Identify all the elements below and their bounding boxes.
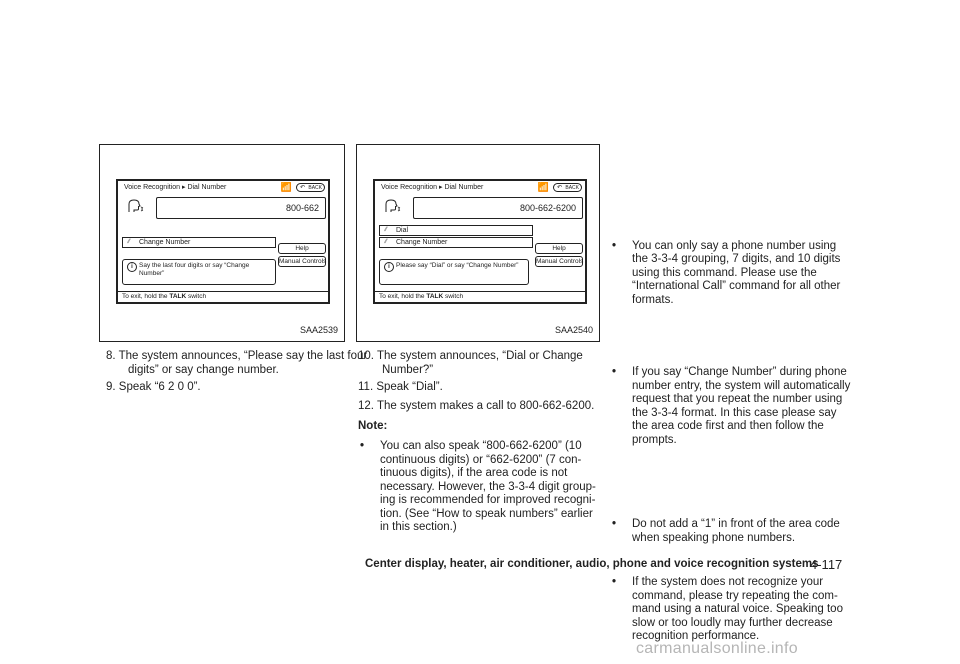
voice-face-icon	[383, 198, 403, 216]
back-button[interactable]: ↶ BACK	[296, 183, 325, 192]
prompt-box: i Please say “Dial” or say “Change Number”	[379, 259, 529, 285]
signal-bars-icon: 📶	[537, 182, 549, 192]
step-11: 11. Speak “Dial”.	[358, 381, 443, 393]
prompt-box: i Say the last four digits or say “Change Number”	[122, 259, 276, 285]
bullet-3: • Do not add a “1” in front of the area code when speaking phone numbers.	[612, 518, 840, 544]
help-button[interactable]: Help	[535, 243, 583, 254]
page-number: 4-117	[810, 557, 843, 572]
screen-title: Voice Recognition ▸ Dial Number	[124, 184, 227, 191]
bullet-dot: •	[612, 576, 617, 588]
exit-bar: To exit, hold the TALK switch	[375, 291, 585, 302]
bullet-4: • If the system does not recognize your command, please try repeating the com-mand using a natural voice. Speaking too slow or too loudly may further decrease recognition performance.	[612, 576, 843, 642]
signal-bars-icon: 📶	[280, 182, 292, 192]
bullet-dot: •	[612, 239, 617, 252]
exit-bar: To exit, hold the TALK switch	[118, 291, 328, 302]
back-button[interactable]: ↶ BACK	[553, 183, 582, 192]
step-8: 8. The system announces, “Please say the last four digits” or say change number.	[106, 350, 368, 376]
manual-controls-button[interactable]: Manual Controls	[279, 258, 327, 265]
help-button[interactable]: Help	[278, 243, 326, 254]
voice-screen-2	[373, 179, 587, 304]
footer-title: Center display, heater, air conditioner, audio, phone and voice recognition systems	[365, 558, 819, 570]
bullet-1: • You can only say a phone number using the 3-3-4 grouping, 7 digits, and 10 digits using this command. Please use the “International Call” command for all other formats.	[612, 239, 841, 306]
figure-code: SAA2540	[554, 325, 593, 335]
note-bullet: • You can also speak “800-662-6200” (10 continuous digits) or “662-6200” (7 con-tinuous digits), if the area code is not necessary. However, the 3-3-4 digit group-ing is recommended for improved recogni-tion. (See “How to speak numbers” earlier in this section.)	[360, 440, 596, 533]
voice-face-icon	[126, 198, 146, 216]
step-9: 9. Speak “6 2 0 0”.	[106, 381, 201, 393]
figure-2	[356, 144, 600, 342]
bullet-2: • If you say “Change Number” during phone number entry, the system will automatically request that you repeat the number using the 3-3-4 format. In this case please say the area code first and then follow the prompts.	[612, 366, 851, 446]
step-10: 10. The system announces, “Dial or Change Number?”	[358, 350, 583, 376]
bullet-dot: •	[612, 366, 617, 378]
manual-controls-button[interactable]: Manual Controls	[536, 258, 584, 265]
figure-1	[99, 144, 345, 342]
bullet-dot: •	[612, 518, 617, 530]
voice-screen-1	[116, 179, 330, 304]
menu-item-dial[interactable]: ⫽ Dial	[379, 225, 533, 236]
screen-title: Voice Recognition ▸ Dial Number	[381, 184, 484, 191]
note-heading: Note:	[358, 420, 388, 432]
menu-item-change-number[interactable]: ⫽ Change Number	[122, 237, 276, 248]
bullet-dot: •	[360, 440, 365, 452]
figure-code: SAA2539	[299, 325, 338, 335]
menu-item-change-number[interactable]: ⫽ Change Number	[379, 237, 533, 248]
step-12: 12. The system makes a call to 800-662-6200.	[358, 400, 595, 412]
number-display: 800-662-6200	[413, 197, 583, 219]
number-display: 800-662	[156, 197, 326, 219]
watermark: carmanualsonline.info	[636, 640, 798, 657]
